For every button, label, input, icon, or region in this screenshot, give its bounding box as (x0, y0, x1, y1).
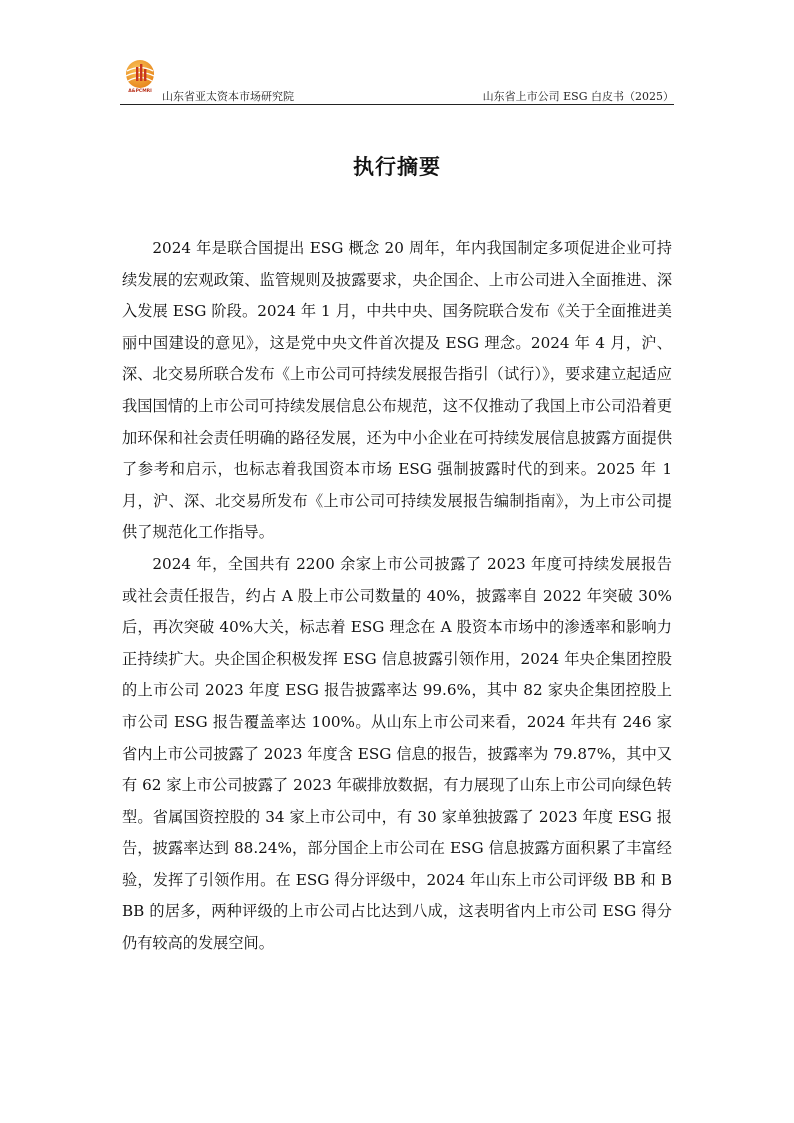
page-title: 执行摘要 (353, 155, 441, 179)
paragraph: 2024 年是联合国提出 ESG 概念 20 周年，年内我国制定多项促进企业可持续发展的宏观政策、监管规则及披露要求，央企国企、上市公司进入全面推进、深入发展 ESG 阶段。2024 年 1 月，中共中央、国务院联合发布《关于全面推进美丽中国建设的意见》，这是党中央文件首次提及 ESG 理念。2024 年 4 月，沪、深、北交易所联合发布《上市公司可持续发展报告指引（试行）》，要求建立起适应我国国情的上市公司可持续发展信息公布规范，这不仅推动了我国上市公司沿着更加环保和社会责任明确的路径发展，还为中小企业在可持续发展信息披露方面提供了参考和启示，也标志着我国资本市场 ESG 强制披露时代的到来。2025 年 1 月，沪、深、北交易所发布《上市公司可持续发展报告编制指南》，为上市公司提供了规范化工作指导。 (122, 239, 672, 542)
logo-text: A&PCMRI (128, 89, 152, 94)
institute-logo-icon (122, 58, 158, 98)
page-header (120, 58, 674, 105)
body-text (122, 233, 672, 960)
paragraph: 2024 年，全国共有 2200 余家上市公司披露了 2023 年度可持续发展报告或社会责任报告，约占 A 股上市公司数量的 40%，披露率自 2022 年突破 30%后，再次突破 40%大关，标志着 ESG 理念在 A 股资本市场中的渗透率和影响力正持续扩大。央企国企积极发挥 ESG 信息披露引领作用，2024 年央企集团控股的上市公司 2023 年度 ESG 报告披露率达 99.6%，其中 82 家央企集团控股上市公司 ESG 报告覆盖率达 100%。从山东上市公司来看，2024 年共有 246 家省内上市公司披露了 2023 年度含 ESG 信息的报告，披露率为 79.87%，其中又有 62 家上市公司披露了 2023 年碳排放数据，有力展现了山东上市公司向绿色转型。省属国资控股的 34 家上市公司中，有 30 家单独披露了 2023 年度 ESG 报告，披露率达到 88.24%，部分国企上市公司在 ESG 信息披露方面积累了丰富经验，发挥了引领作用。在 ESG 得分评级中，2024 年山东上市公司评级 BB 和 BBB 的居多，两种评级的上市公司占比达到八成，这表明省内上市公司 ESG 得分仍有较高的发展空间。 (122, 554, 672, 953)
document-title: 山东省上市公司 ESG 白皮书（2025） (482, 90, 674, 103)
institute-name: 山东省亚太资本市场研究院 (162, 90, 294, 103)
